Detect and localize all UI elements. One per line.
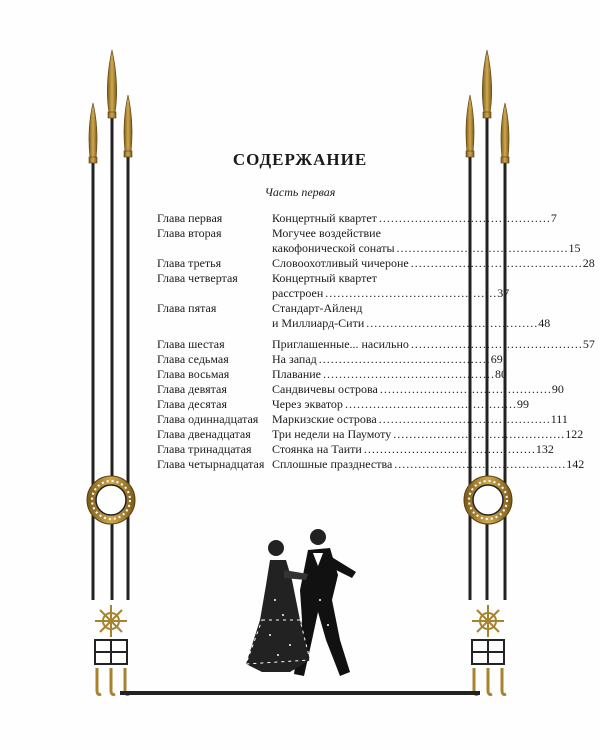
dot-leader	[378, 382, 552, 397]
page-number: 69	[490, 352, 503, 366]
page-number: 48	[538, 316, 551, 330]
dot-leader	[364, 316, 538, 331]
page-number: 142	[566, 457, 585, 471]
dot-leader	[321, 367, 495, 382]
chapter-label: Глава двенадцатая	[157, 427, 251, 441]
sun-icon	[95, 605, 127, 637]
chapter-label: Глава тринадцатая	[157, 442, 252, 456]
dot-leader	[409, 256, 583, 271]
chapter-label: Глава пятая	[157, 301, 217, 315]
toc-entry	[157, 211, 557, 226]
sun-icon	[472, 605, 504, 637]
dot-leader	[362, 442, 536, 457]
dot-leader	[343, 397, 517, 412]
toc-entry	[157, 427, 584, 442]
toc-entry	[157, 337, 595, 352]
page-number: 57	[582, 337, 595, 351]
toc-entry	[157, 382, 564, 397]
chapter-label: Глава десятая	[157, 397, 227, 411]
medallion-icon	[87, 476, 135, 524]
chapter-title: Приглашенные... насильно	[272, 337, 409, 351]
chapter-title: Концертный квартет	[272, 211, 377, 225]
chapter-label: Глава вторая	[157, 226, 222, 240]
toc-entry	[157, 397, 529, 412]
part-subtitle: Часть первая	[264, 185, 336, 199]
toc-entry	[157, 352, 503, 367]
toc-entry	[157, 226, 581, 256]
page-number: 132	[535, 442, 554, 456]
chapter-title: расстроен	[272, 286, 324, 300]
chapter-label: Глава седьмая	[157, 352, 229, 366]
chapter-label: Глава четырнадцатая	[157, 457, 265, 471]
chapter-label: Глава девятая	[157, 382, 227, 396]
page-number: 28	[582, 256, 595, 270]
chapter-label: Глава восьмая	[157, 367, 230, 381]
page-number: 111	[550, 412, 568, 426]
page-number: 99	[516, 397, 529, 411]
loop-icon	[474, 668, 506, 695]
toc-entry	[157, 367, 507, 382]
page-number: 37	[497, 286, 510, 300]
chapter-title: какофонической сонаты	[272, 241, 395, 255]
chapter-title: Маркизские острова	[272, 412, 377, 426]
dot-leader	[409, 337, 583, 352]
dot-leader	[377, 211, 551, 226]
chapter-label: Глава шестая	[157, 337, 225, 351]
toc-entry	[157, 412, 568, 427]
chapter-title: Плавание	[272, 367, 321, 381]
dancing-couple-illustration	[246, 529, 356, 676]
toc-entry	[157, 457, 585, 472]
chapter-title: Стоянка на Таити	[272, 442, 362, 456]
chapter-title: На запад	[272, 352, 317, 366]
dot-leader	[395, 241, 569, 256]
chapter-label: Глава третья	[157, 256, 222, 270]
dot-leader	[391, 427, 565, 442]
loop-icon	[97, 668, 129, 695]
chapter-title: Могучее воздействие	[272, 226, 381, 240]
chapter-label: Глава первая	[157, 211, 223, 225]
page-title: СОДЕРЖАНИЕ	[232, 150, 368, 169]
medallion-icon	[464, 476, 512, 524]
toc-entry	[157, 442, 554, 457]
left-column-ornament	[87, 50, 135, 695]
chapter-title: и Миллиард-Сити	[272, 316, 365, 330]
chapter-title: Сандвичевы острова	[272, 382, 378, 396]
table-of-contents	[157, 211, 595, 472]
page-number: 80	[494, 367, 507, 381]
toc-entry	[157, 256, 595, 271]
chapter-title: Сплошные празднества	[272, 457, 393, 471]
chapter-label: Глава одиннадцатая	[157, 412, 259, 426]
chapter-title: Три недели на Паумоту	[272, 427, 392, 441]
toc-entry	[157, 301, 551, 331]
chapter-title: Словоохотливый чичероне	[272, 256, 409, 270]
dot-leader	[392, 457, 566, 472]
toc-entry	[157, 271, 510, 301]
page-number: 7	[550, 211, 557, 225]
page-number: 122	[565, 427, 584, 441]
dot-leader	[323, 286, 497, 301]
page-number: 90	[551, 382, 564, 396]
page-number: 15	[568, 241, 581, 255]
chapter-title: Через экватор	[272, 397, 343, 411]
chapter-title: Концертный квартет	[272, 271, 377, 285]
chapter-title: Стандарт-Айленд	[272, 301, 363, 315]
dot-leader	[317, 352, 491, 367]
chapter-label: Глава четвертая	[157, 271, 238, 285]
dot-leader	[377, 412, 551, 427]
